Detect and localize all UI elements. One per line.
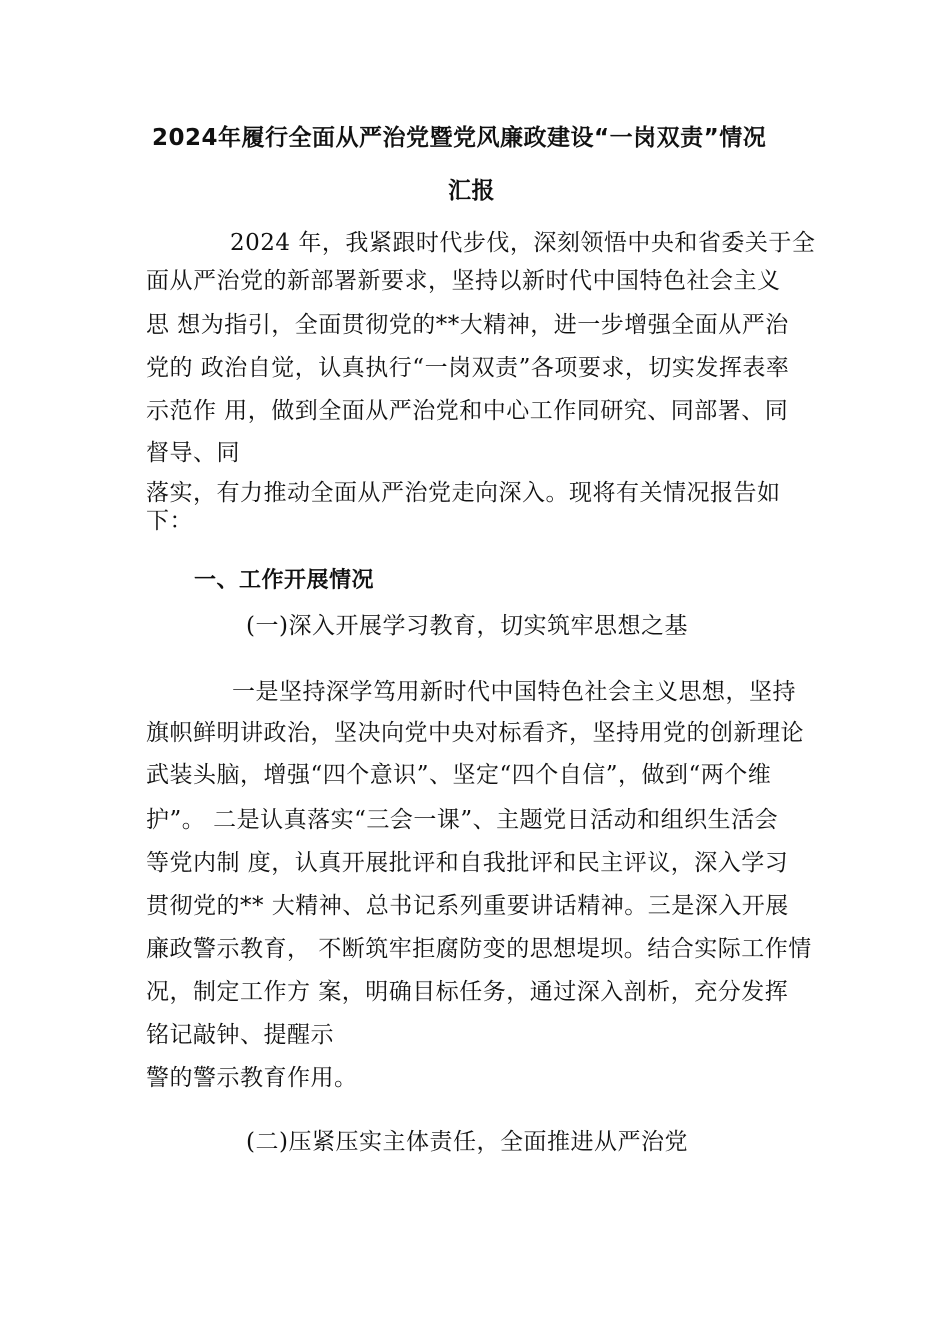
body-line: 廉政警示教育， 不断筑牢拒腐防变的思想堤坝。结合实际工作情	[146, 936, 812, 962]
section-1-heading: 一、工作开展情况	[194, 568, 375, 593]
intro-line: 思 想为指引，全面贯彻党的**大精神，进一步增强全面从严治	[146, 312, 789, 338]
intro-line: 党的 政治自觉，认真执行“一岗双责”各项要求，切实发挥表率	[146, 355, 790, 381]
subsection-2-heading: (二)压紧压实主体责任，全面推进从严治党	[246, 1129, 688, 1155]
body-line: 贯彻党的** 大精神、总书记系列重要讲话精神。三是深入开展	[146, 893, 789, 919]
intro-line: 落实，有力推动全面从严治党走向深入。现将有关情况报告如	[146, 480, 781, 506]
intro-line: 面从严治党的新部署新要求，坚持以新时代中国特色社会主义	[146, 268, 781, 294]
subsection-1-heading: (一)深入开展学习教育，切实筑牢思想之基	[246, 613, 688, 639]
body-line: 一是坚持深学笃用新时代中国特色社会主义思想，坚持	[232, 679, 796, 705]
document-title-line-2: 汇报	[448, 178, 495, 204]
body-line: 等党内制 度，认真开展批评和自我批评和民主评议，深入学习	[146, 850, 789, 876]
intro-line: 示范作 用，做到全面从严治党和中心工作同研究、同部署、同	[146, 398, 789, 424]
body-line: 况，制定工作方 案，明确目标任务，通过深入剖析，充分发挥	[146, 979, 789, 1005]
body-line: 武装头脑，增强“四个意识”、坚定“四个自信”，做到“两个维	[146, 762, 772, 788]
intro-line: 督导、同	[146, 440, 240, 466]
body-line: 铭记敲钟、提醒示	[146, 1022, 334, 1048]
body-line: 旗帜鲜明讲政治，坚决向党中央对标看齐，坚持用党的创新理论	[146, 720, 804, 746]
intro-line: 下：	[146, 508, 193, 534]
body-line: 护”。 二是认真落实“三会一课”、主题党日活动和组织生活会	[146, 807, 779, 833]
body-line: 警的警示教育作用。	[146, 1065, 358, 1091]
document-title-line-1: 2024年履行全面从严治党暨党风廉政建设“一岗双责”情况	[152, 125, 767, 151]
intro-line: 2024 年，我紧跟时代步伐，深刻领悟中央和省委关于全	[230, 230, 816, 256]
